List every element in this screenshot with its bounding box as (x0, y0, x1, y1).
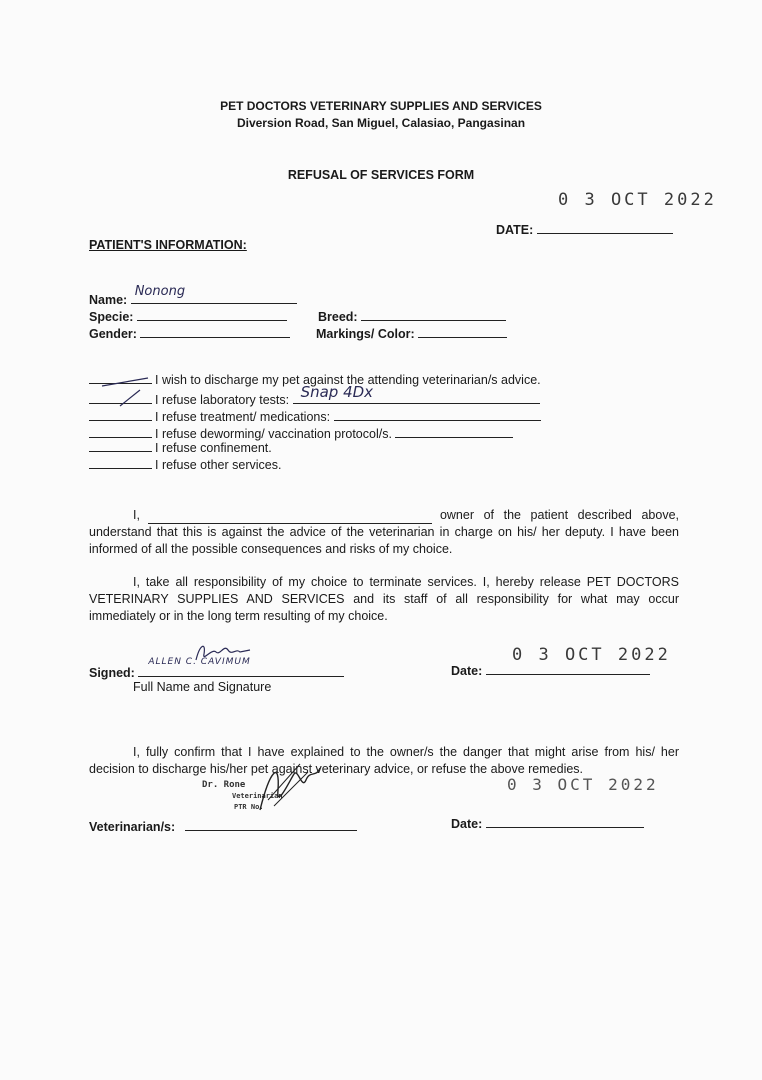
vet-date-label: Date: (451, 817, 483, 831)
name-line (131, 284, 297, 304)
breed-field[interactable] (318, 307, 506, 324)
full-name-caption: Full Name and Signature (133, 680, 272, 694)
gender-field[interactable] (89, 324, 290, 341)
signed-name: ALLEN C. CAVIMUM (148, 657, 251, 667)
signed-line (138, 657, 344, 677)
option-checkbox[interactable] (89, 427, 152, 438)
signed-date-field[interactable] (451, 661, 650, 678)
paragraph1-start: I, (133, 508, 140, 522)
vet-line (185, 817, 357, 831)
option-text: I refuse deworming/ vaccination protocol/s. (155, 427, 392, 441)
vet-date-field[interactable] (451, 814, 644, 831)
deworming-line (395, 424, 513, 438)
option-text: I refuse confinement. (155, 441, 272, 455)
option-row-deworming[interactable] (89, 424, 513, 441)
gender-line (140, 324, 290, 338)
markings-label: Markings/ Color: (316, 327, 415, 341)
paragraph-vet-confirmation: I, fully confirm that I have explained to the owner/s the danger that might arise from his/ her decision to discharge his/her pet against veterinary advice, or refuse the above remedies. (89, 745, 679, 776)
name-value: Nonong (134, 284, 186, 299)
patient-section-title: PATIENT'S INFORMATION: (89, 238, 247, 252)
markings-line (418, 324, 507, 338)
company-address: Diversion Road, San Miguel, Calasiao, Pangasinan (236, 116, 526, 130)
owner-name-line[interactable] (148, 510, 432, 524)
signed-date-line (486, 661, 650, 675)
breed-label: Breed: (318, 310, 358, 324)
specie-field[interactable] (89, 307, 287, 324)
name-label: Name: (89, 293, 128, 307)
option-row-confinement[interactable] (89, 441, 272, 455)
paragraph-acknowledgement (89, 507, 679, 558)
paragraph1-end: owner of the patient described above, (439, 508, 679, 522)
vet-field[interactable] (89, 817, 357, 834)
option-text: I wish to discharge my pet against the attending veterinarian/s advice. (155, 373, 541, 387)
vet-date-stamp: 0 3 OCT 2022 (507, 775, 659, 794)
date-stamp: 0 3 OCT 2022 (558, 190, 717, 210)
date-line (537, 220, 673, 234)
treatment-line (334, 407, 541, 421)
form-title: REFUSAL OF SERVICES FORM (287, 168, 475, 182)
paragraph1-rest: understand that this is against the advice of the veterinarian in charge on his/ her deputy. I have been informed of all the possible consequences and risks of my choice. (89, 525, 679, 556)
vet-stamp-title: Veterinarian (232, 792, 283, 800)
gender-label: Gender: (89, 327, 137, 341)
signed-date-stamp: 0 3 OCT 2022 (512, 645, 671, 665)
vet-stamp-name: Dr. Rone (202, 780, 246, 790)
company-name: PET DOCTORS VETERINARY SUPPLIES AND SERVICES (220, 99, 542, 113)
option-checkbox[interactable] (89, 458, 152, 469)
name-field[interactable] (89, 284, 297, 307)
option-text: I refuse other services. (155, 458, 282, 472)
markings-field[interactable] (316, 324, 507, 341)
check-mark-icon (100, 374, 160, 410)
option-text: I refuse treatment/ medications: (155, 410, 331, 424)
signed-field[interactable] (89, 657, 344, 680)
breed-line (361, 307, 506, 321)
option-text: I refuse laboratory tests: (155, 393, 290, 407)
signed-date-label: Date: (451, 664, 483, 678)
option-row-other[interactable] (89, 458, 281, 472)
lab-tests-line (293, 383, 540, 404)
vet-date-line (486, 814, 644, 828)
signed-label: Signed: (89, 666, 135, 680)
vet-signature-scribble-icon (250, 760, 330, 816)
specie-label: Specie: (89, 310, 134, 324)
paragraph-release: I, take all responsibility of my choice to terminate services. I, hereby release PET DOCTORS VETERINARY SUPPLIES AND SERVICES and its staff of all responsibility for what may occur immediately or in the long term resulting of my choice. (89, 575, 679, 623)
vet-stamp-ptr: PTR No. (234, 803, 264, 811)
lab-tests-value: Snap 4Dx (300, 383, 374, 401)
vet-label: Veterinarian/s: (89, 820, 176, 834)
specie-line (137, 307, 287, 321)
option-checkbox[interactable] (89, 441, 152, 452)
date-label: DATE: (496, 223, 534, 237)
date-field[interactable] (496, 220, 673, 237)
option-checkbox[interactable] (89, 410, 152, 421)
